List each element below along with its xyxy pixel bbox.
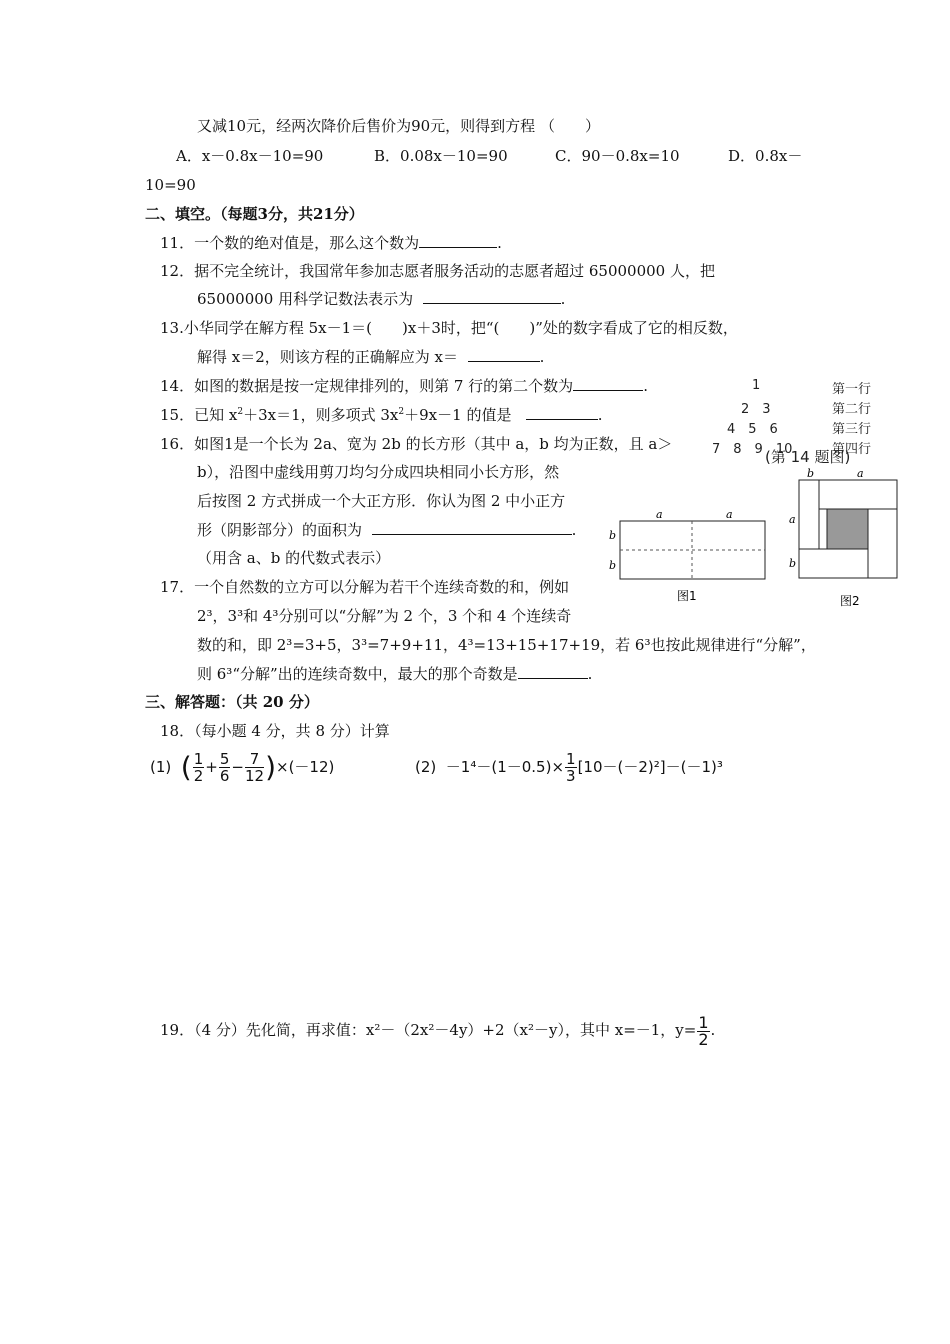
q13-line2 [197, 347, 544, 367]
q10-option-d-cont: 10=90 [145, 176, 196, 194]
q18-p1-f2-den: 6 [219, 767, 230, 785]
q19 [160, 1010, 715, 1050]
q18-p2-frac-num: 1 [566, 750, 576, 768]
q18-part1: (1) ( $\frac{1}{2}$ + $\frac{5}{6}$ − $\frac{7}{12}$ )×(－12) [150, 750, 335, 785]
row-label-2: 第二行 [832, 402, 872, 417]
fig1-caption: 图1 [677, 589, 697, 603]
q17-line4 [197, 664, 592, 684]
section3-title: 三、解答题：（共 20 分） [145, 693, 319, 711]
fig1-label-b2: b [609, 559, 617, 572]
q17-line2: 2³，3³和 4³分别可以“分解”为 2 个，3 个和 4 个连续奇 [197, 607, 572, 625]
q17-text1: 一个自然数的立方可以分解为若干个连续奇数的和，例如 [194, 578, 570, 596]
q19-frac-num: 1 [698, 1012, 709, 1032]
q12-num: 12． [160, 262, 195, 280]
q13-end: . [539, 348, 545, 366]
q18-p1-tail: ×(－12) [276, 758, 335, 776]
fig2-caption: 图2 [840, 594, 860, 608]
q16-end: . [571, 521, 577, 539]
fig2-label-a-left: a [789, 513, 796, 526]
q15-num: 15． [160, 406, 195, 424]
q18-p1-label: (1) [150, 758, 172, 776]
q18-p1-f1-den: 2 [193, 767, 204, 785]
q18-p1-f3-num: 7 [245, 751, 264, 768]
q13-num: 13. [160, 319, 184, 337]
q15-text-b: ＋3x＝1，则多项式 3x [243, 406, 399, 424]
q18-p1-f2-num: 5 [219, 750, 230, 768]
q16-line1 [160, 434, 672, 454]
q18-p2-head: －1⁴－(1－0.5)× [445, 758, 565, 776]
q10-option-c: C．90－0.8x=10 [555, 147, 680, 165]
q14-num: 14． [160, 377, 195, 395]
fig2-shaded-square [827, 509, 868, 549]
q19-end: . [710, 1021, 716, 1039]
q13-blank[interactable] [468, 347, 540, 362]
q18-intro [160, 721, 390, 741]
q17-text4: 则 6³“分解”出的连续奇数中，最大的那个奇数是 [197, 665, 518, 683]
q16-line5: （用含 a、b 的代数式表示） [197, 549, 391, 567]
row-label-4: 第四行 [832, 442, 872, 457]
q16-text4: 形（阴影部分）的面积为 [197, 521, 363, 539]
q11-end: . [497, 234, 502, 252]
q18-p1-f3-den: 12 [244, 767, 265, 785]
q11-num: 11． [160, 234, 195, 252]
triangle-row-1: 1 [752, 378, 761, 393]
q18-part2 [415, 746, 723, 788]
figure-2 [785, 465, 905, 610]
q13-text: 小华同学在解方程 5x－1＝( )x＋3时，把“( )”处的数字看成了它的相反数， [183, 319, 738, 337]
figure-1 [605, 506, 770, 618]
q13-text2: 解得 x＝2，则该方程的正确解应为 x＝ [197, 348, 459, 366]
q18-num: 18． [160, 722, 195, 740]
q17-line3: 数的和，即 2³=3+5，3³=7+9+11，4³=13+15+17+19，若 6³也按此规律进行“分解”， [197, 636, 816, 654]
q12-line2 [197, 289, 565, 309]
q17-line1 [160, 577, 569, 597]
q18-text: （每小题 4 分，共 8 分）计算 [194, 722, 390, 740]
q12-blank[interactable] [423, 289, 561, 304]
q14 [160, 376, 648, 396]
fig1-label-a2: a [726, 508, 733, 521]
q12-text: 据不完全统计，我国常年参加志愿者服务活动的志愿者超过 65000000 人，把 [194, 262, 715, 280]
q12-text2: 65000000 用科学记数法表示为 [197, 290, 414, 308]
q19-frac-den: 2 [698, 1029, 709, 1049]
q15: 15．已知 $x^2+3x=1$，则多项式 $3x^2+9x-1$ 的值是 . [160, 406, 603, 424]
row-label-1: 第一行 [832, 382, 872, 397]
q11-text: 一个数的绝对值是，那么这个数为 [194, 234, 420, 252]
q12-line1 [160, 261, 715, 281]
section2-title: 二、填空。（每题3分，共21分） [145, 205, 364, 223]
fig1-label-a1: a [656, 508, 663, 521]
q15-end: . [597, 406, 603, 424]
q16-line2: b），沿图中虚线用剪刀均匀分成四块相同小长方形，然 [197, 463, 560, 481]
q16-line4 [197, 520, 576, 540]
q14-end: . [643, 377, 648, 395]
q15-text-c: ＋9x－1 的值是 [404, 406, 512, 424]
q17-blank[interactable] [518, 664, 588, 679]
q13-line1 [160, 318, 738, 338]
q19-text: （4 分）先化简，再求值：x²－（2x²－4y）+2（x²－y），其中 x=－1，y= [194, 1021, 697, 1039]
fig2-label-b-left: b [789, 557, 797, 570]
q10-option-d: D．0.8x－ [728, 147, 803, 165]
fig2-label-a-top: a [857, 467, 864, 480]
fig1-label-b1: b [609, 529, 617, 542]
q16-line3: 后按图 2 方式拼成一个大正方形．你认为图 2 中小正方 [197, 492, 566, 510]
q18-p2-label: (2) [415, 758, 437, 776]
q11 [160, 233, 502, 253]
triangle-row-2: 2 3 [741, 402, 771, 417]
q10-line1: 又减10元，经两次降价后售价为90元，则得到方程 （ ） [197, 117, 600, 135]
q15-blank[interactable] [526, 405, 598, 420]
q16-blank[interactable] [372, 520, 572, 535]
q16-num: 16． [160, 435, 195, 453]
triangle-row-3: 4 5 6 [727, 422, 778, 437]
q18-p1-f1-num: 1 [193, 750, 204, 768]
q16-text1: 如图1是一个长为 2a、宽为 2b 的长方形（其中 a，b 均为正数，且 a＞ [194, 435, 673, 453]
row-label-3: 第三行 [832, 422, 872, 437]
q14-blank[interactable] [573, 376, 643, 391]
q17-num: 17． [160, 578, 195, 596]
q18-p2-frac-den: 3 [566, 767, 576, 785]
q10-option-a: A．x－0.8x－10=90 [176, 147, 324, 165]
triangle-caption: (第 14 题图) [765, 448, 851, 466]
q14-text: 如图的数据是按一定规律排列的，则第 7 行的第二个数为 [194, 377, 574, 395]
q17-end: . [587, 665, 593, 683]
q18-p2-tail: [10－(－2)²]－(－1)³ [577, 758, 723, 776]
q19-num: 19． [160, 1021, 195, 1039]
fig2-label-b-top: b [807, 467, 815, 480]
triangle-row-4: 7 8 9 10 [712, 442, 793, 457]
q10-option-b: B．0.08x－10=90 [374, 147, 508, 165]
q15-text-a: 已知 x [194, 406, 238, 424]
q12-end: . [560, 290, 566, 308]
q11-blank[interactable] [419, 233, 497, 248]
